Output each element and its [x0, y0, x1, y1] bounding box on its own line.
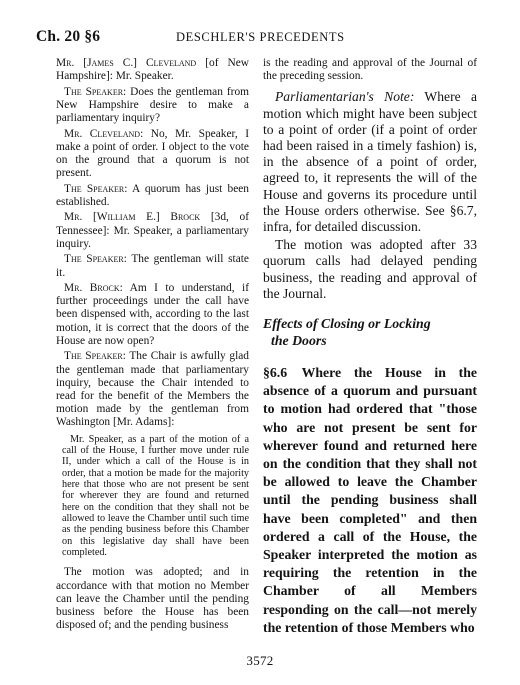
section-holding — [263, 364, 477, 637]
speaker-name: Mr. [William E.] Brock — [64, 211, 201, 224]
speaker-name: Mr. Cleveland — [64, 127, 141, 140]
paragraph-speaker-1 — [56, 86, 249, 126]
chapter-section-label: Ch. 20 §6 — [36, 28, 101, 45]
paragraph-speaker-3 — [56, 253, 249, 279]
speaker-name: The Speaker — [64, 350, 123, 363]
parliamentarian-note — [263, 89, 477, 235]
note-label: Parliamentarian's Note: — [275, 89, 415, 105]
paragraph-continuation: is the reading and approval of the Journal of the preceding session. — [263, 57, 477, 83]
section-heading-line-1: Effects of Closing or Locking — [263, 316, 431, 332]
holding-text: Where the House in the absence of a quorum and pursuant to motion had ordered that "those who are not present be sent for wherever found and returned here on the condition that they shall not be allowed to leave the Chamber until the pending business shall have been completed" and then ordered a call of the House, the Speaker interpreted the motion as requiring the retention in the Chamber of all Members responding on the call—not merely the retention of those Members who — [263, 365, 477, 635]
paragraph-cleveland-2 — [56, 128, 249, 181]
speaker-name: The Speaker — [64, 182, 125, 195]
speaker-name: The Speaker — [64, 253, 124, 266]
paragraph-motion-adopted: The motion was adopted; and in accordance with that motion no Member can leave the Chamber until the pending business before the House has been disposed of; and the pending business — [56, 566, 249, 632]
paragraph-text: : No, Mr. Speaker, I make a point of order. I object to the vote on the ground that a quorum is not present. — [56, 127, 249, 180]
section-heading-line-2: the Doors — [271, 332, 327, 348]
paragraph-text: : Am I to understand, if further proceedings under the call have been dispensed with, according to the last motion, it is correct that the doors of the House are now open? — [56, 282, 249, 347]
page-number: 3572 — [246, 653, 274, 668]
block-quote-motion: Mr. Speaker, as a part of the motion of a call of the House, I further move under rule II, under which a call of the House is in order, that a motion be made for the majority here that those who are not present be sent for wherever they are found and returned here on the condition that they shall not be allowed to leave the Chamber until such time as the pending business before this Chamber on this legislative day shall have been completed. — [62, 433, 249, 558]
paragraph-text: : Does the gentleman from New Hampshire desire to make a parliamentary inquiry? — [56, 85, 249, 125]
running-title: DESCHLER'S PRECEDENTS — [176, 30, 345, 44]
left-column — [56, 57, 249, 635]
section-number: §6.6 — [263, 365, 288, 381]
section-heading — [263, 316, 477, 349]
paragraph-text: [of New Hampshire]: Mr. Speaker. — [56, 57, 249, 83]
speaker-name: The Speaker — [64, 85, 124, 98]
paragraph-result: The motion was adopted after 33 quorum calls had delayed pending business, the reading and approval of the Journal. — [263, 237, 477, 301]
paragraph-text: : The gentleman will state it. — [56, 253, 249, 279]
paragraph-speaker-4 — [56, 350, 249, 429]
paragraph-speaker-2 — [56, 183, 249, 209]
paragraph-text: : A quorum has just been established. — [56, 182, 250, 208]
speaker-name: Mr. Brock — [64, 282, 120, 295]
note-text: Where a motion which might have been subject to a point of order (if a point of order had been raised in a timely fashion) is, in the absence of a point of order, agreed to, it represents the will of the House and governs its procedure until the House orders otherwise. See §6.7, infra, for detailed discussion. — [263, 89, 477, 235]
paragraph-cleveland-1 — [56, 57, 249, 83]
right-column — [263, 57, 477, 637]
paragraph-text: [3d, of Tennessee]: Mr. Speaker, a parliamentary inquiry. — [56, 211, 249, 250]
page-header — [36, 28, 484, 48]
paragraph-brock-2 — [56, 282, 249, 348]
paragraph-brock-1 — [56, 211, 249, 251]
paragraph-text: : The Chair is awfully glad the gentleman made that parliamentary inquiry, because the Chair intended to read for the benefit of the Members the motion made by the gentleman from Washington [Mr. Adams]: — [56, 350, 249, 429]
speaker-name: Mr. [James C.] Cleveland — [56, 57, 197, 69]
